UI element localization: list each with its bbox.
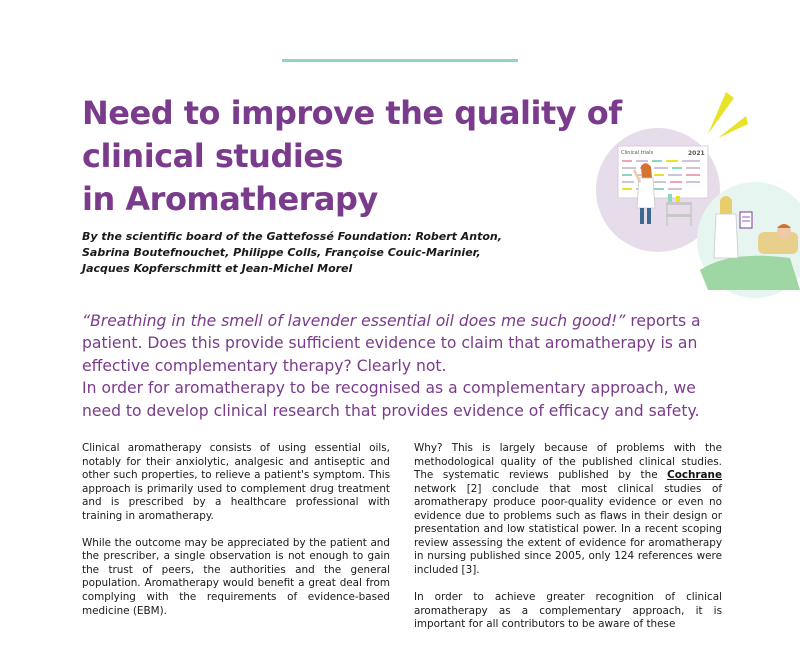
cochrane-link[interactable]: Cochrane bbox=[667, 469, 722, 482]
top-divider bbox=[282, 59, 518, 62]
clinical-trials-illustration bbox=[590, 90, 800, 305]
lead-p2: In order for aromatherapy to be recognised as a complementary approach, we need to develop clinical research that provides evidence of efficacy and safety. bbox=[82, 379, 700, 420]
lead-p1-rest: reports a patient. Does this provide sufficient evidence to claim that aromatherapy is an effective complementary therapy? Clearly not. bbox=[82, 312, 701, 375]
left-paragraph-1: Clinical aromatherapy consists of using essential oils, notably for their anxiolytic, analgesic and antiseptic and other such properties, to relieve a patient's symptom. This approach is primarily used to complement drug treatment and is prescribed by a healthcare professional with training in aromatherapy. bbox=[82, 442, 390, 522]
board-title: Clinical trials bbox=[621, 150, 654, 156]
right-paragraph-2: In order to achieve greater recognition of clinical aromatherapy as a complementary approach, it is important for all contributors to be aware of these bbox=[414, 591, 722, 631]
right-p1-after: network [2] conclude that most clinical studies of aromatherapy produce poor-quality evidence or even no evidence due to problems such as flaws in their design or presentation and low statistical power. In a recent scoping review assessing the extent of evidence for aromatherapy in nursing published since 2005, only 124 references were included [3]. bbox=[414, 482, 722, 576]
body-column-left bbox=[82, 442, 390, 632]
title-line-2: clinical studies bbox=[82, 137, 344, 175]
lead-p1 bbox=[82, 310, 732, 377]
lead-paragraph bbox=[82, 310, 732, 422]
trial-board bbox=[618, 146, 708, 198]
author-byline: By the scientific board of the Gattefossé Foundation: Robert Anton, Sabrina Boutefnouchet, Philippe Colls, Françoise Couic-Marinier, Jacques Kopferschmitt et Jean-Michel Morel bbox=[82, 230, 502, 275]
sparkle-icon bbox=[708, 92, 748, 138]
lead-quote: “Breathing in the smell of lavender essential oil does me such good!” bbox=[82, 312, 626, 330]
right-p1-before: Why? This is largely because of problems with the methodological quality of the published clinical studies. The systematic reviews published by the bbox=[414, 442, 722, 482]
title-line-1: Need to improve the quality of bbox=[82, 94, 622, 132]
body-column-right bbox=[414, 442, 722, 645]
article-title bbox=[82, 92, 622, 221]
title-line-3: in Aromatherapy bbox=[82, 180, 378, 218]
right-paragraph-1 bbox=[414, 442, 722, 577]
board-year: 2021 bbox=[688, 150, 705, 157]
left-paragraph-2: While the outcome may be appreciated by the patient and the prescriber, a single observation is not enough to gain the trust of peers, the authorities and the general population. Aromatherapy would benefit a great deal from complying with the requirements of evidence-based medicine (EBM). bbox=[82, 536, 390, 617]
